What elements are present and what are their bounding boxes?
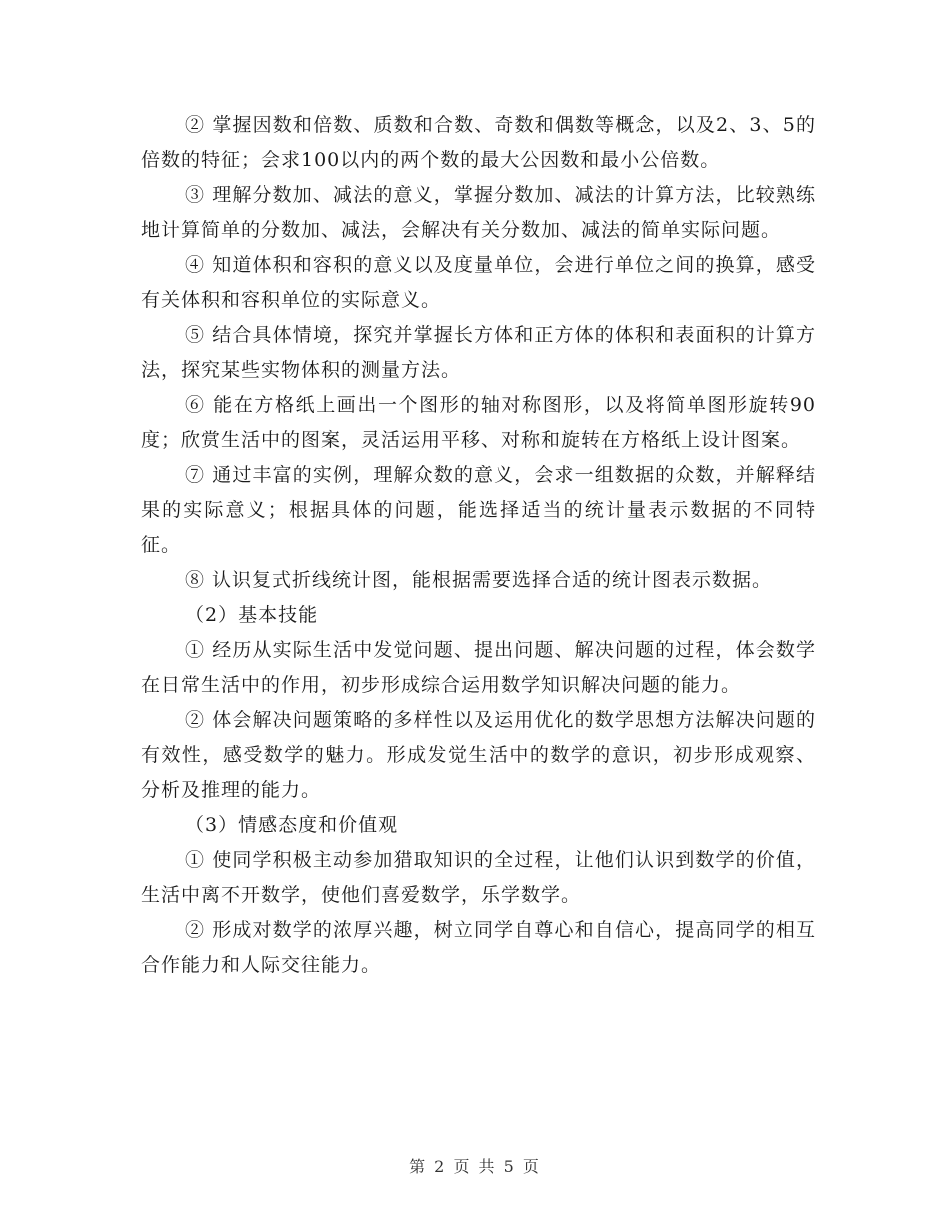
paragraph-strategy-diversity: ② 体会解决问题策略的多样性以及运用优化的数学思想方法解决问题的有效性，感受数学的魅力。形成发觉生活中的数学的意识，初步形成观察、分析及推理的能力。 xyxy=(141,709,816,801)
paragraph-active-participation: ① 使同学积极主动参加猎取知识的全过程，让他们认识到数学的价值，生活中离不开数学，使他们喜爱数学，乐学数学。 xyxy=(141,849,816,906)
document-body xyxy=(141,108,816,983)
paragraph-fraction-addition: ③ 理解分数加、减法的意义，掌握分数加、减法的计算方法，比较熟练地计算简单的分数加、减法，会解决有关分数加、减法的简单实际问题。 xyxy=(141,184,816,241)
section-heading-basic-skills: （2）基本技能 xyxy=(185,604,319,626)
paragraph-factors-multiples: ② 掌握因数和倍数、质数和合数、奇数和偶数等概念，以及2、3、5的倍数的特征；会求100以内的两个数的最大公因数和最小公倍数。 xyxy=(141,114,816,171)
section-heading-attitudes-values: （3）情感态度和价值观 xyxy=(185,814,399,836)
paragraph-mode-statistics: ⑦ 通过丰富的实例，理解众数的意义，会求一组数据的众数，并解释结果的实际意义；根据具体的问题，能选择适当的统计量表示数据的不同特征。 xyxy=(141,464,816,556)
page-footer: 第 2 页 共 5 页 xyxy=(409,1157,541,1176)
paragraph-problem-solving-process: ① 经历从实际生活中发觉问题、提出问题、解决问题的过程，体会数学在日常生活中的作用，初步形成综合运用数学知识解决问题的能力。 xyxy=(141,639,816,696)
paragraph-interest-confidence: ② 形成对数学的浓厚兴趣，树立同学自尊心和自信心，提高同学的相互合作能力和人际交往能力。 xyxy=(141,919,816,976)
paragraph-symmetry-rotation: ⑥ 能在方格纸上画出一个图形的轴对称图形，以及将简单图形旋转90度；欣赏生活中的图案，灵活运用平移、对称和旋转在方格纸上设计图案。 xyxy=(141,394,816,451)
paragraph-volume-capacity: ④ 知道体积和容积的意义以及度量单位，会进行单位之间的换算，感受有关体积和容积单位的实际意义。 xyxy=(141,254,816,311)
paragraph-cuboid-cube: ⑤ 结合具体情境，探究并掌握长方体和正方体的体积和表面积的计算方法，探究某些实物体积的测量方法。 xyxy=(141,324,816,381)
paragraph-line-chart: ⑧ 认识复式折线统计图，能根据需要选择合适的统计图表示数据。 xyxy=(185,569,773,591)
